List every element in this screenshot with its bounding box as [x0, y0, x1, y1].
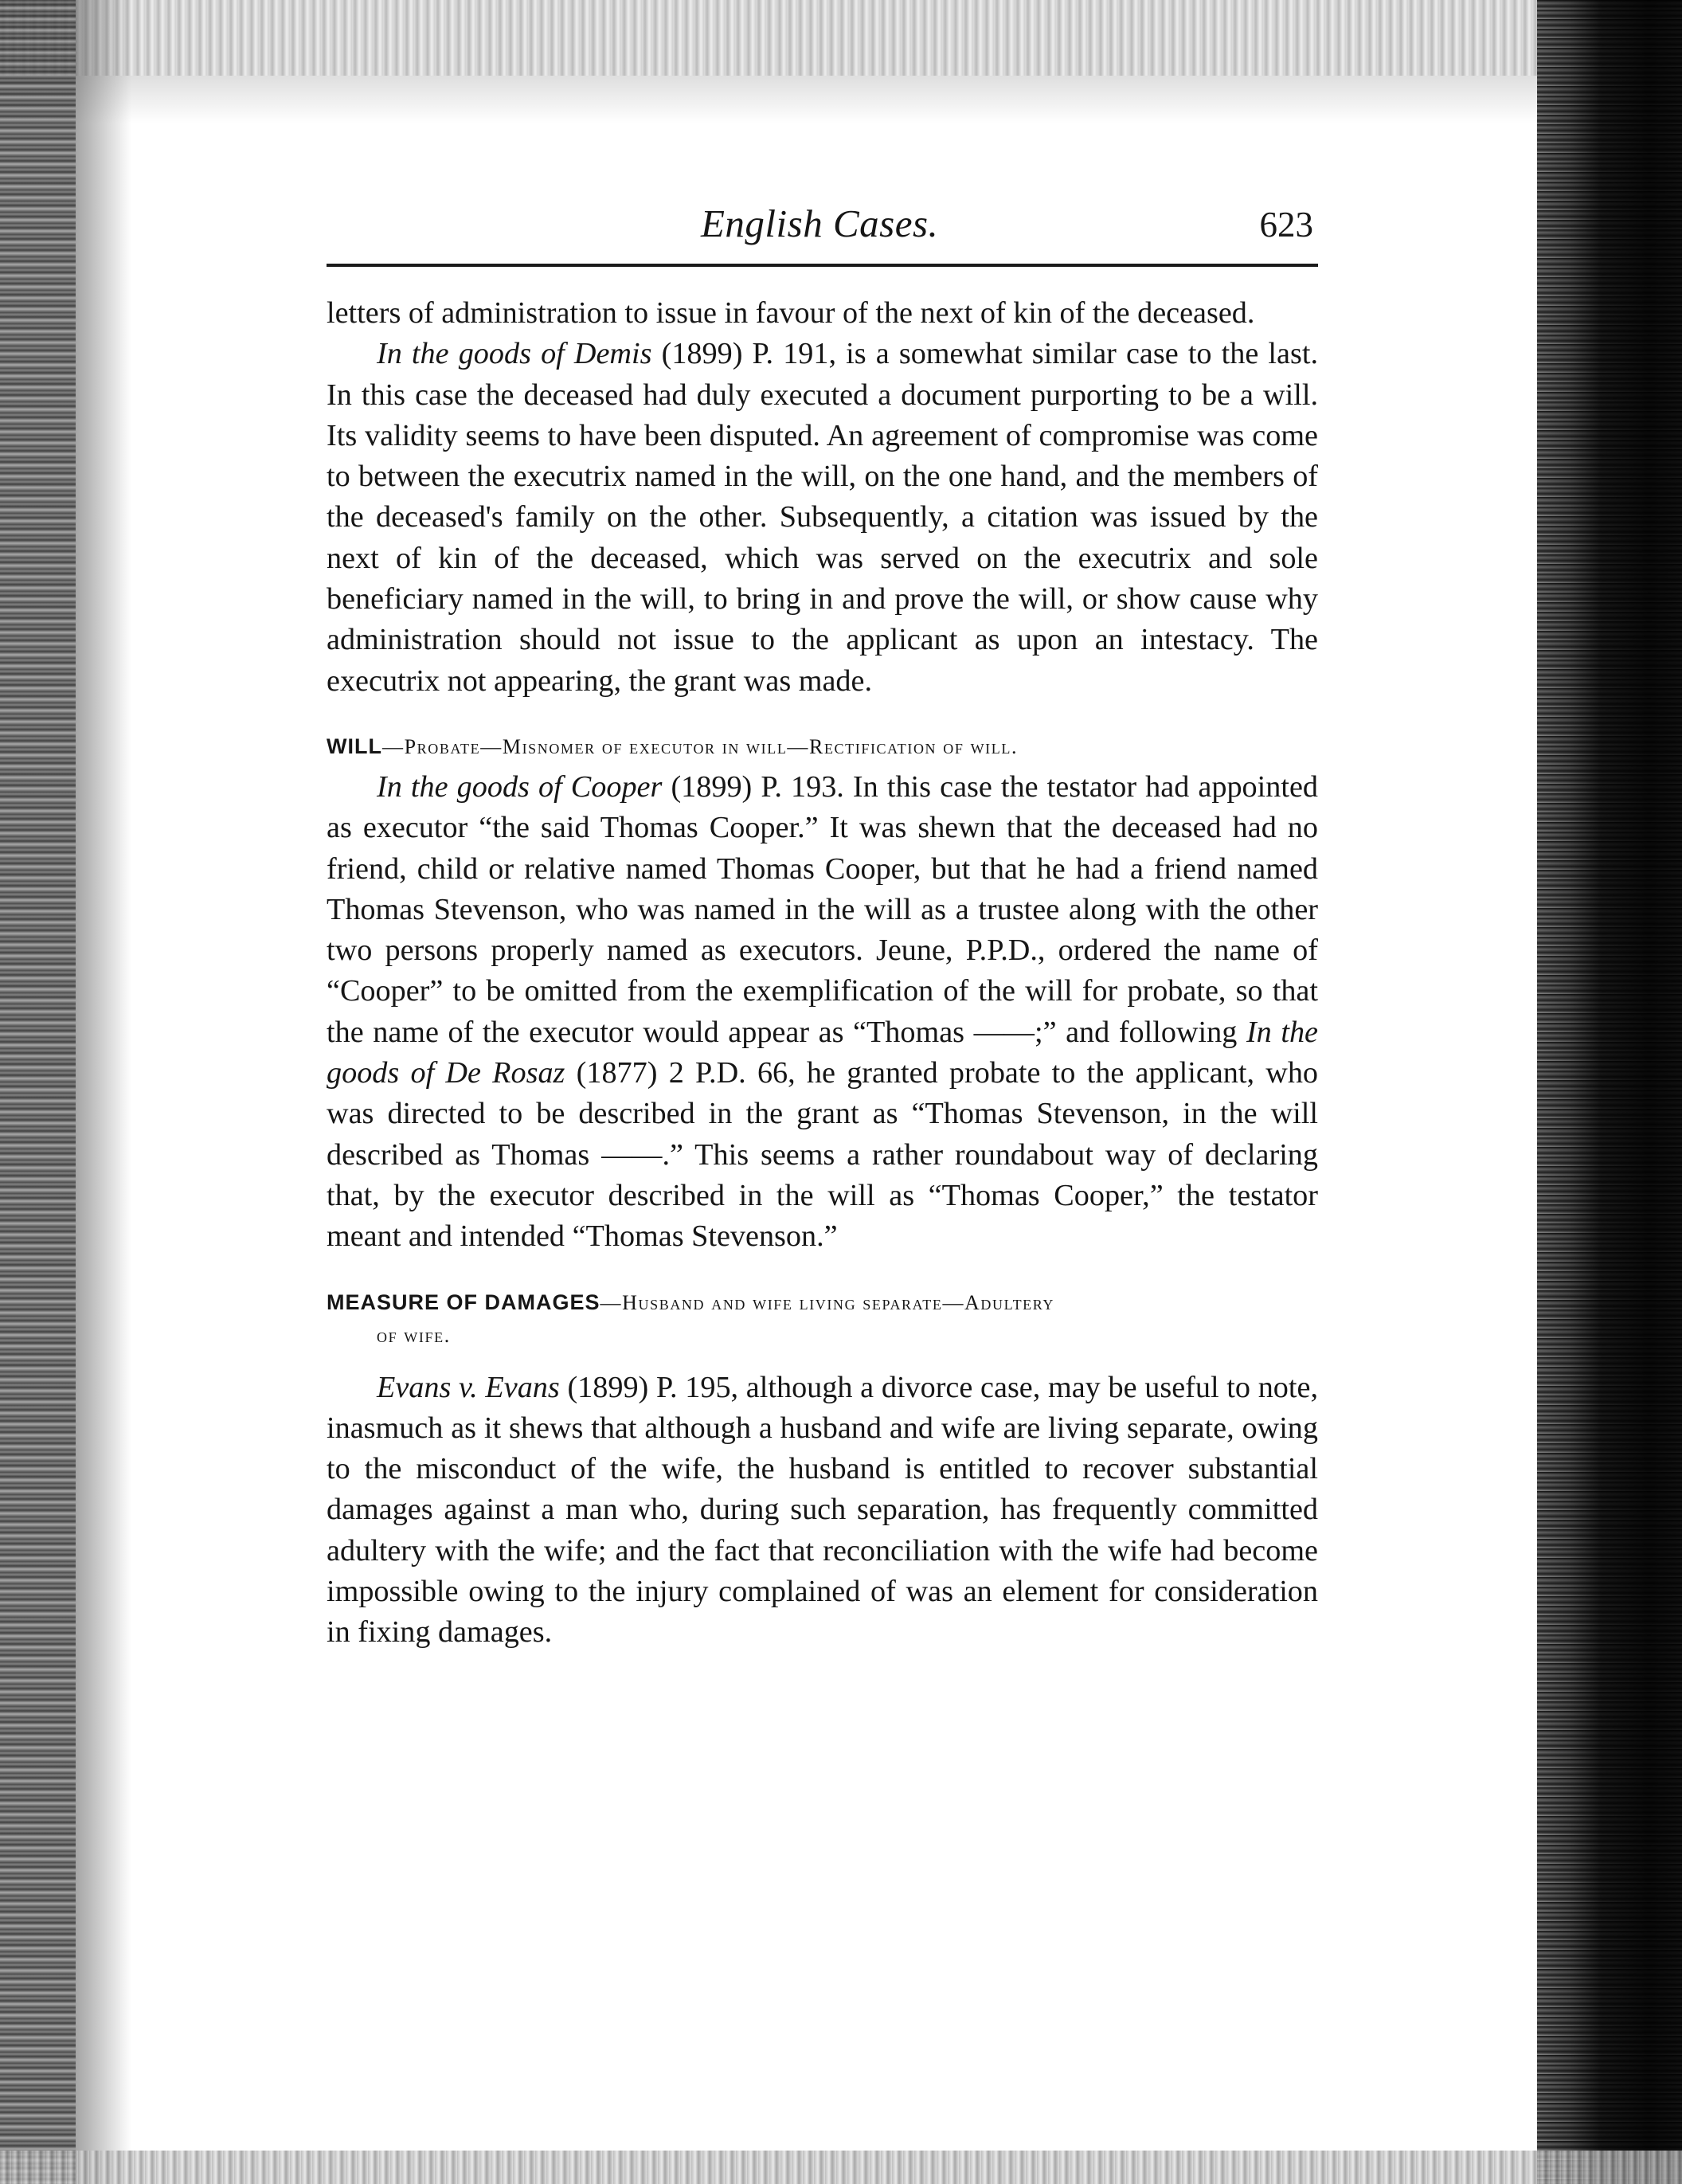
case-name: In the goods of Demis: [377, 337, 652, 371]
paragraph-evans: [327, 1368, 1318, 1654]
paragraph-text: (1877) 2 P.D. 66, he granted probate to the applicant, who was directed to be described in the grant as “Thomas Stevenson, in the will described as Thomas ——.” This seems a rather roundabout way of declaring that, by the executor described in the will as “Thomas Cooper,” the testator meant and intended “Thomas Stevenson.”: [327, 1056, 1319, 1254]
heading-subtitle: —Husband and wife living separate—Adultery: [600, 1290, 1054, 1314]
scan-shadow-left: [76, 0, 131, 2184]
paragraph-continuation: [327, 293, 1318, 334]
header-rule: [327, 264, 1318, 267]
case-name-cited: In the goods of De Rosaz: [327, 1015, 1318, 1090]
section-heading-damages: [327, 1286, 1318, 1352]
paragraph-text: letters of administration to issue in favour of the next of kin of the deceased.: [327, 296, 1255, 330]
page-body: [327, 293, 1318, 1654]
scan-shadow-top: [0, 76, 1682, 123]
paragraph-text: (1899) P. 195, although a divorce case, may be useful to note, inasmuch as it shews that although a husband and wife are living separate, owing to the misconduct of the wife, the husband is entitled to recover substantial damages against a man who, during such separation, has frequently committed adultery with the wife; and the fact that reconciliation with the wife had become impossible owing to the injury complained of was an element for consideration in fixing damages.: [327, 1370, 1318, 1650]
paragraph-demis: [327, 334, 1318, 702]
heading-subtitle: —Probate—Misnomer of executor in will—Rectification of will.: [381, 734, 1019, 758]
scan-edge-bottom: [0, 2151, 1682, 2184]
heading-lead: WILL: [327, 734, 382, 758]
heading-lead: MEASURE OF DAMAGES: [327, 1290, 600, 1314]
page-header: [327, 201, 1318, 256]
section-heading-will: [327, 730, 1318, 764]
case-name: In the goods of Cooper: [377, 769, 663, 804]
page-number: 623: [1259, 205, 1313, 245]
scan-edge-right: [1537, 0, 1682, 2184]
case-name: Evans v. Evans: [377, 1370, 560, 1404]
paragraph-text: (1899) P. 191, is a somewhat similar case to the last. In this case the deceased had duly executed a document purporting to be a will. Its validity seems to have been disputed. An agreement of compromise was come to between the executrix named in the will, on the one hand, and the members of the deceased's family on the other. Subsequently, a citation was issued by the next of kin of the deceased, which was served on the executrix and sole beneficiary named in the will, to bring in and prove the will, or show cause why administration should not issue to the applicant as upon an intestacy. The executrix not appearing, the grant was made.: [327, 337, 1318, 698]
scan-edge-left: [0, 0, 76, 2184]
paragraph-cooper: [327, 767, 1318, 1258]
heading-subtitle-continued: of wife.: [377, 1323, 451, 1347]
running-head: English Cases.: [701, 202, 939, 245]
scan-edge-top: [0, 0, 1682, 76]
paragraph-text: (1899) P. 193. In this case the testator had appointed as executor “the said Thomas Cooper.” It was shewn that the deceased had no friend, child or relative named Thomas Cooper, but that he had a friend named Thomas Stevenson, who was named in the will as a trustee along with the other two persons properly named as executors. Jeune, P.P.D., ordered the name of “Cooper” to be omitted from the exemplification of the will for probate, so that the name of the executor would appear as “Thomas ——;” and following: [327, 769, 1318, 1049]
